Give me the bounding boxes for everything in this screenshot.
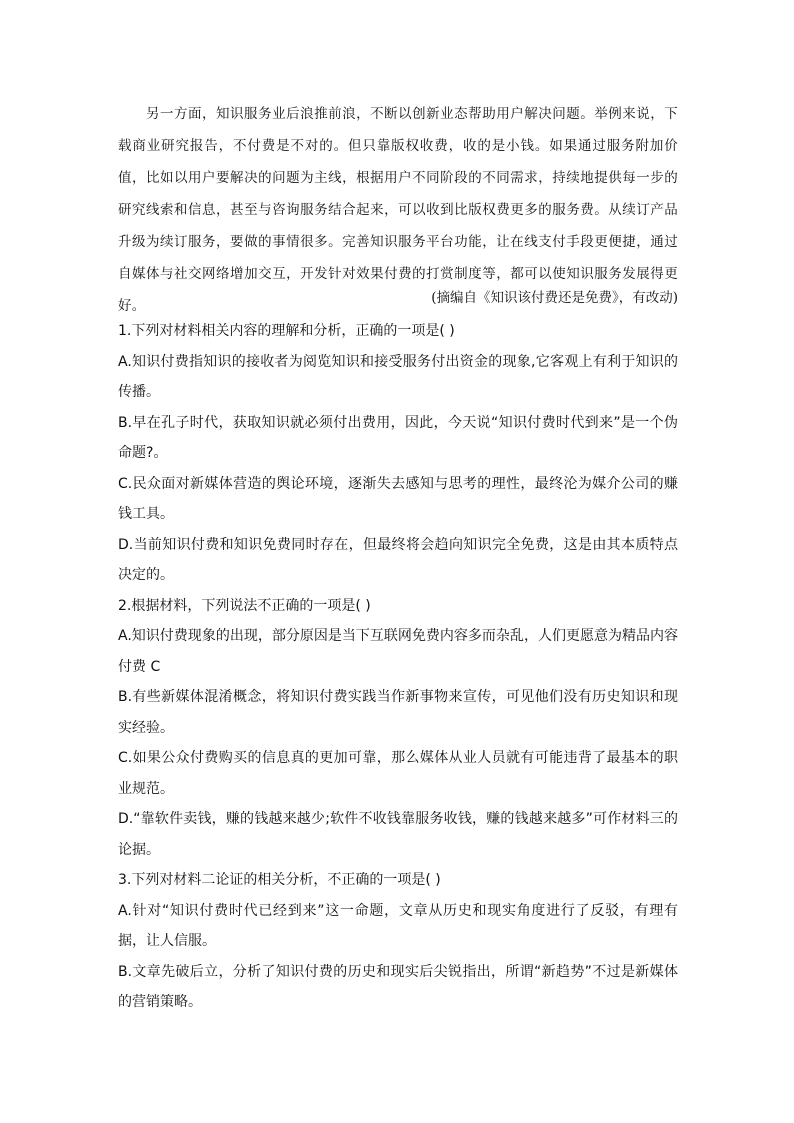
- option-c: C.民众面对新媒体营造的舆论环境，逐渐失去感知与思考的理性，最终沦为媒介公司的赚钱工具。: [118, 475, 678, 522]
- question-list: [118, 316, 678, 1018]
- option-b: B.文章先破后立，分析了知识付费的历史和现实后尖锐指出，所谓“新趋势”不过是新媒体的营销策略。: [118, 963, 678, 1010]
- question-stem: 3.下列对材料二论证的相关分析，不正确的一项是( ): [118, 872, 441, 888]
- option-d: D.“靠软件卖钱，赚的钱越来越少;软件不收钱靠服务收钱，赚的钱越来越多”可作材料三的论据。: [118, 811, 678, 858]
- option-a: A.针对“知识付费时代已经到来”这一命题，文章从历史和现实角度进行了反驳，有理有据，让人信服。: [118, 902, 678, 949]
- question-3: [118, 865, 678, 1018]
- question-stem: 1.下列对材料相关内容的理解和分析，正确的一项是( ): [118, 323, 455, 339]
- passage-text: 另一方面，知识服务业后浪推前浪，不断以创新业态帮助用户解决问题。举例来说，下载商业研究报告，不付费是不对的。但只靠版权收费，收的是小钱。如果通过服务附加价值，比如以用户要解决的问题为主线，根据用户不同阶段的不同需求，持续地提供每一步的研究线索和信息，甚至与咨询服务结合起来，可以收到比版权费更多的服务费。从续订产品升级为续订服务，要做的事情很多。完善知识服务平台功能，让在线支付手段更便捷，通过自媒体与社交网络增加交互，开发针对效果付费的打赏制度等，都可以使知识服务发展得更好。: [118, 106, 678, 314]
- option-a: A.知识付费现象的出现，部分原因是当下互联网免费内容多而杂乱，人们更愿意为精品内容付费 C: [118, 628, 678, 675]
- question-1: [118, 316, 678, 591]
- option-a: A.知识付费指知识的接收者为阅览知识和接受服务付出资金的现象,它客观上有利于知识的传播。: [118, 353, 678, 400]
- question-stem: 2.根据材料，下列说法不正确的一项是( ): [118, 597, 371, 614]
- question-2: [118, 591, 678, 866]
- option-c: C.如果公众付费购买的信息真的更加可靠，那么媒体从业人员就有可能违背了最基本的职业规范。: [118, 750, 678, 797]
- option-d: D.当前知识付费和知识免费同时存在，但最终将会趋向知识完全免费，这是由其本质特点决定的。: [118, 536, 678, 583]
- option-b: B.有些新媒体混淆概念，将知识付费实践当作新事物来宣传，可见他们没有历史知识和现实经验。: [118, 689, 678, 736]
- option-b: B.早在孔子时代，获取知识就必须付出费用，因此，今天说“知识付费时代到来”是一个伪命题?。: [118, 414, 678, 461]
- source-citation: (摘编自《知识该付费还是免费》，有改动): [431, 290, 678, 306]
